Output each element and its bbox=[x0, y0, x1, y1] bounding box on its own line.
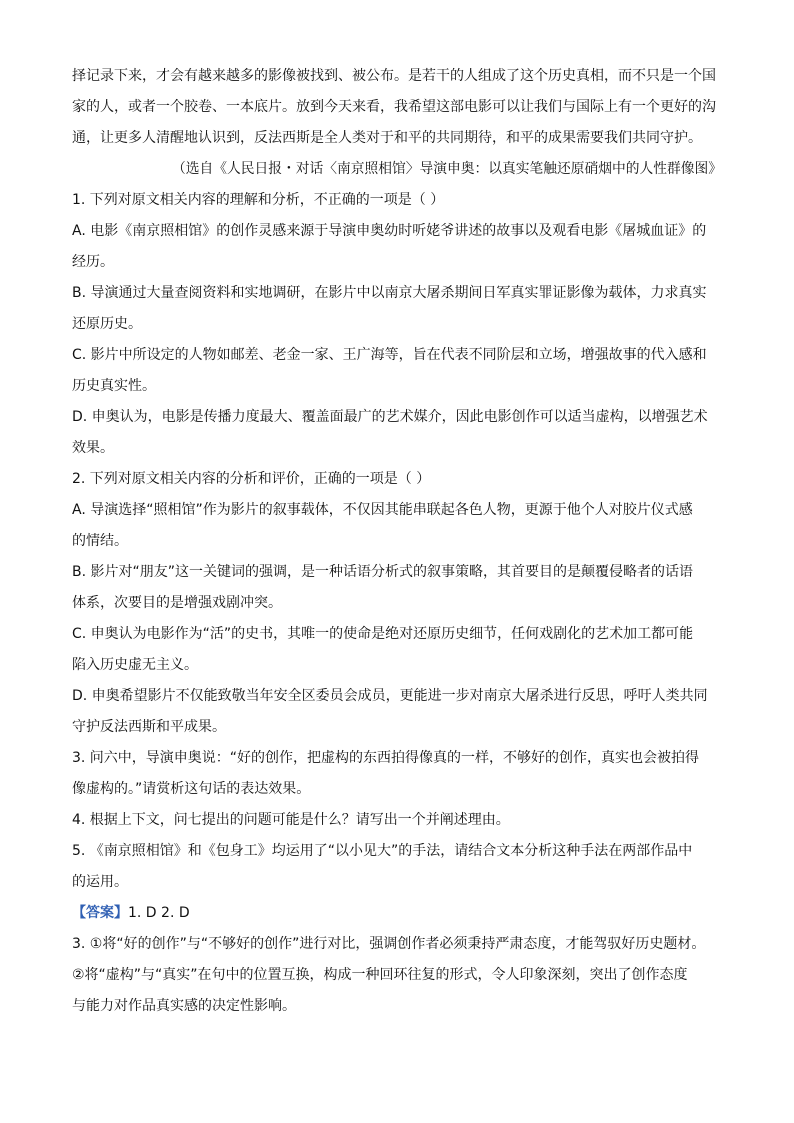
q2-option-a: A. 导演选择“照相馆”作为影片的叙事载体，不仅因其能串联起各色人物，更源于他个人对胶片仪式感 bbox=[72, 502, 693, 518]
q2-option-d-cont: 守护反法西斯和平成果。 bbox=[72, 719, 226, 735]
answer-line bbox=[72, 905, 190, 921]
q1-option-d-cont: 效果。 bbox=[72, 440, 114, 456]
answer-3-cont: 与能力对作品真实感的决定性影响。 bbox=[72, 998, 296, 1014]
q2-option-c-cont: 陷入历史虚无主义。 bbox=[72, 657, 198, 673]
passage-line: 择记录下来，才会有越来越多的影像被找到、被公布。是若干的人组成了这个历史真相，而不只是一个国 bbox=[72, 68, 716, 84]
q1-option-c-cont: 历史真实性。 bbox=[72, 378, 156, 394]
q2-option-a-cont: 的情结。 bbox=[72, 533, 128, 549]
question-5-cont: 的运用。 bbox=[72, 874, 128, 890]
q2-option-b-cont: 体系，次要目的是增强戏剧冲突。 bbox=[72, 595, 282, 611]
answer-brief: 1. D 2. D bbox=[128, 905, 190, 921]
q1-option-a-cont: 经历。 bbox=[72, 254, 114, 270]
passage-line: 家的人，或者一个胶卷、一本底片。放到今天来看，我希望这部电影可以让我们与国际上有一个更好的沟 bbox=[72, 99, 716, 115]
q1-option-d: D. 申奥认为，电影是传播力度最大、覆盖面最广的艺术媒介，因此电影创作可以适当虚构，以增强艺术 bbox=[72, 409, 708, 425]
passage-source: （选自《人民日报・对话〈南京照相馆〉导演申奥：以真实笔触还原硝烟中的人性群像图》 bbox=[172, 161, 722, 177]
question-4: 4. 根据上下文，问七提出的问题可能是什么？请写出一个并阐述理由。 bbox=[72, 812, 510, 828]
question-5: 5. 《南京照相馆》和《包身工》均运用了“以小见大”的手法，请结合文本分析这种手法在两部作品中 bbox=[72, 843, 693, 859]
question-3: 3. 问六中，导演申奥说：“好的创作，把虚构的东西拍得像真的一样，不够好的创作，真实也会被拍得 bbox=[72, 750, 700, 766]
answer-3: 3. ①将“好的创作”与“不够好的创作”进行对比，强调创作者必须秉持严肃态度，才能驾驭好历史题材。 bbox=[72, 936, 706, 952]
q2-option-d: D. 申奥希望影片不仅能致敬当年安全区委员会成员，更能进一步对南京大屠杀进行反思，呼吁人类共同 bbox=[72, 688, 708, 704]
q2-option-b: B. 影片对“朋友”这一关键词的强调，是一种话语分析式的叙事策略，其首要目的是颠覆侵略者的话语 bbox=[72, 564, 694, 580]
passage-line: 通，让更多人清醒地认识到，反法西斯是全人类对于和平的共同期待，和平的成果需要我们共同守护。 bbox=[72, 130, 702, 146]
q1-option-a: A. 电影《南京照相馆》的创作灵感来源于导演申奥幼时听姥爷讲述的故事以及观看电影《屠城血证》的 bbox=[72, 223, 707, 239]
answer-3-cont: ②将“虚构”与“真实”在句中的位置互换，构成一种回环往复的形式，令人印象深刻，突出了创作态度 bbox=[72, 967, 688, 983]
q1-option-b-cont: 还原历史。 bbox=[72, 316, 142, 332]
question-2-stem: 2. 下列对原文相关内容的分析和评价，正确的一项是（ ） bbox=[72, 471, 431, 487]
q1-option-c: C. 影片中所设定的人物如邮差、老金一家、王广海等，旨在代表不同阶层和立场，增强故事的代入感和 bbox=[72, 347, 707, 363]
answer-tag: 【答案】 bbox=[72, 905, 128, 921]
q1-option-b: B. 导演通过大量查阅资料和实地调研，在影片中以南京大屠杀期间日军真实罪证影像为载体，力求真实 bbox=[72, 285, 707, 301]
q2-option-c: C. 申奥认为电影作为“活”的史书，其唯一的使命是绝对还原历史细节，任何戏剧化的艺术加工都可能 bbox=[72, 626, 694, 642]
question-1-stem: 1. 下列对原文相关内容的理解和分析，不正确的一项是（ ） bbox=[72, 192, 445, 208]
question-3-cont: 像虚构的。”请赏析这句话的表达效果。 bbox=[72, 781, 311, 797]
